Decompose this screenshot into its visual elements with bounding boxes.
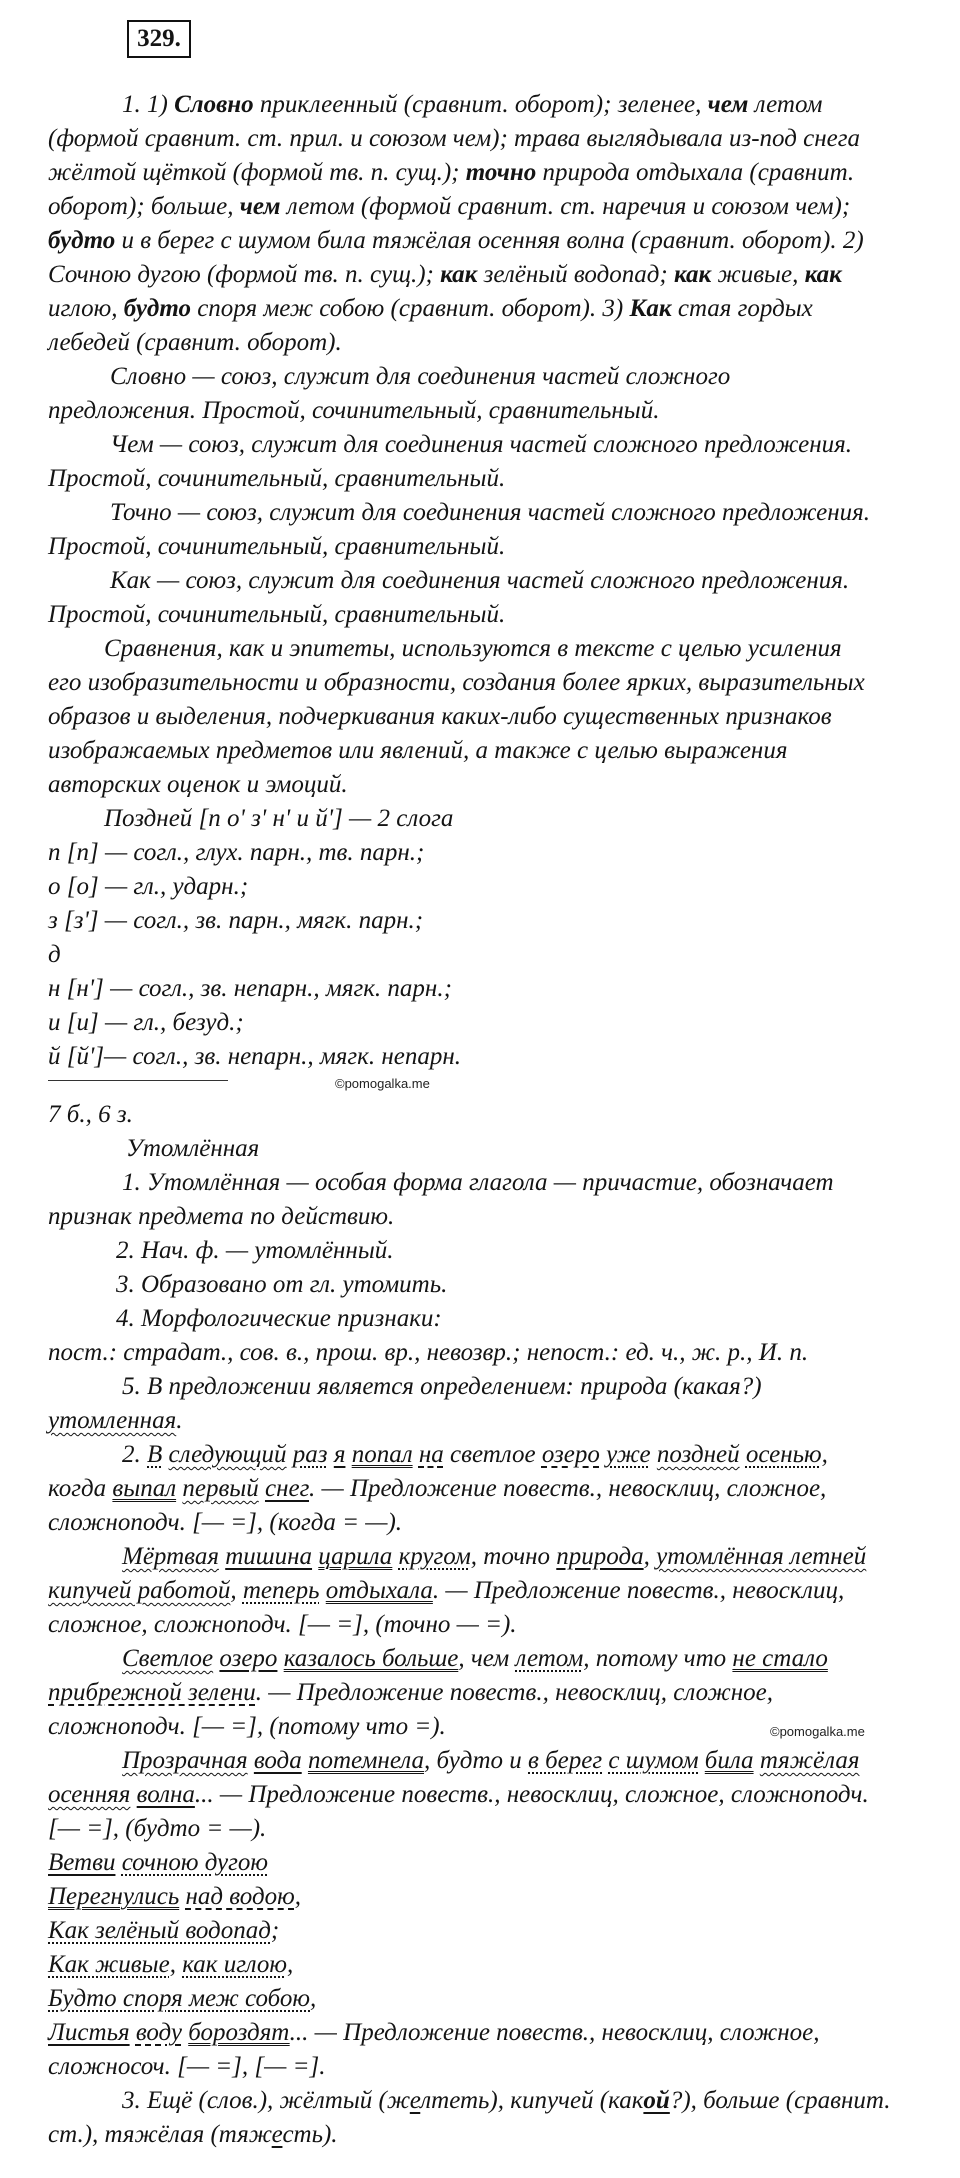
text-segment: 4. Морфологические признаки:: [116, 1305, 442, 1332]
text-line: [48, 598, 505, 632]
text-segment: споря меж собою (сравнит. оборот). 3): [190, 295, 630, 322]
marked-word: озеро: [541, 1441, 600, 1468]
text-segment: , будто и: [424, 1747, 528, 1774]
text-segment: 1. 1): [122, 91, 175, 118]
text-line: [48, 1200, 394, 1234]
text-segment: предложения. Простой, сочинительный, сравнительный.: [48, 397, 660, 424]
text-segment: 2.: [122, 1441, 147, 1468]
text-line: [48, 836, 424, 870]
marked-word: вода: [253, 1747, 302, 1774]
text-segment: Словно — союз, служит для соединения частей сложного: [110, 363, 731, 390]
marked-word: утомленная: [48, 1407, 177, 1434]
text-segment: .: [176, 1407, 183, 1434]
text-line: [48, 224, 864, 258]
text-segment: . — Предложение повеств., невосклиц, сложное,: [309, 1475, 827, 1502]
text-segment: сложноподч. [— =], (потому что =).: [48, 1713, 446, 1740]
text-line: [48, 1982, 316, 2016]
text-line: [48, 1472, 826, 1506]
text-segment: образов и выделения, подчеркивания каких-либо существенных признаков: [48, 703, 832, 730]
marked-word: как: [440, 261, 478, 288]
text-line: [48, 156, 854, 190]
text-line: [122, 1744, 859, 1778]
marked-word: е: [271, 2121, 283, 2148]
text-segment: зелёный водопад;: [477, 261, 674, 288]
text-segment: 3. Ещё (слов.), жёлтый (ж: [122, 2087, 410, 2114]
text-line: [48, 1710, 446, 1744]
text-line: [48, 1098, 133, 1132]
text-line: [48, 2118, 338, 2152]
text-line: [122, 2084, 891, 2118]
text-line: [110, 428, 852, 462]
marked-word: природа: [556, 1543, 644, 1570]
marked-word: отдыхала: [325, 1577, 433, 1604]
text-line: [48, 122, 860, 156]
text-line: [48, 1676, 773, 1710]
text-segment: ,: [230, 1577, 243, 1604]
marked-word: будто: [48, 227, 116, 254]
text-line: [48, 258, 842, 292]
marked-word: на: [418, 1441, 444, 1468]
text-segment: , потому что: [583, 1645, 733, 1672]
marked-word: озеро: [219, 1645, 278, 1672]
text-segment: ,: [643, 1543, 657, 1570]
text-segment: , точно: [470, 1543, 557, 1570]
text-segment: 2. Нач. ф. — утомлённый.: [116, 1237, 394, 1264]
text-line: [48, 394, 660, 428]
text-line: [110, 564, 849, 598]
text-line: [48, 972, 452, 1006]
text-segment: летом: [748, 91, 823, 118]
text-segment: Сочною дугою (формой тв. п. сущ.);: [48, 261, 441, 288]
marked-word: била: [704, 1747, 754, 1774]
text-segment: . — Предложение повеств., невосклиц, сложное,: [255, 1679, 773, 1706]
marked-word: осенняя: [48, 1781, 131, 1808]
marked-word: с шумом: [608, 1747, 699, 1774]
marked-word: над водою: [185, 1883, 295, 1910]
text-line: [48, 700, 832, 734]
text-line: [116, 1268, 447, 1302]
text-line: [110, 360, 730, 394]
text-line: [104, 632, 842, 666]
text-segment: , чем: [458, 1645, 516, 1672]
exercise-number: 329.: [127, 20, 191, 58]
text-segment: сложное, сложноподч. [— =], (точно — =).: [48, 1611, 517, 1638]
marked-word: не стало: [732, 1645, 828, 1672]
text-line: [48, 1040, 461, 1074]
marked-word: летом: [515, 1645, 584, 1672]
text-segment: сть).: [282, 2121, 338, 2148]
marked-word: Как зелёный водопад: [48, 1917, 271, 1944]
text-segment: сложноподч. [— =], (когда = —).: [48, 1509, 403, 1536]
text-line: [48, 1506, 402, 1540]
text-line: [48, 462, 505, 496]
text-segment: . — Предложение повеств., невосклиц,: [432, 1577, 845, 1604]
marked-word: Как: [629, 295, 672, 322]
marked-word: раз: [292, 1441, 328, 1468]
marked-word: кипучей работой: [48, 1577, 231, 1604]
text-segment: пост.: страдат., сов. в., прош. вр., невозвр.; непост.: ед. ч., ж. р., И. п.: [48, 1339, 809, 1366]
text-segment: 7 б., 6 з.: [48, 1101, 133, 1128]
marked-word: уже: [606, 1441, 651, 1468]
text-line: [48, 292, 813, 326]
text-segment: Точно — союз, служит для соединения частей сложного предложения.: [110, 499, 871, 526]
text-line: [48, 870, 248, 904]
text-segment: Как — союз, служит для соединения частей сложного предложения.: [110, 567, 850, 594]
marked-word: сочною дугою: [121, 1849, 269, 1876]
text-segment: 5. В предложении является определением: природа (какая?): [122, 1373, 762, 1400]
marked-word: ой: [643, 2087, 670, 2114]
text-segment: летом (формой сравнит. ст. наречия и союзом чем);: [280, 193, 851, 220]
marked-word: осенью: [745, 1441, 822, 1468]
marked-word: снег: [264, 1475, 310, 1502]
marked-word: Перегнулись: [48, 1883, 180, 1910]
text-segment: 1. Утомлённая — особая форма глагола — причастие, обозначает: [122, 1169, 834, 1196]
marked-word: тишина: [225, 1543, 313, 1570]
text-segment: ... — Предложение повеств., невосклиц, сложное, сложноподч.: [194, 1781, 869, 1808]
marked-word: Листья: [48, 2019, 130, 2046]
text-segment: жёлтой щёткой (формой тв. п. сущ.);: [48, 159, 466, 186]
footnote-divider: [48, 1080, 228, 1081]
marked-word: прибрежной зелени: [48, 1679, 256, 1706]
text-line: [48, 2016, 819, 2050]
marked-word: Как живые: [48, 1951, 170, 1978]
text-line: [126, 1132, 259, 1166]
text-segment: п [п] — согл., глух. парн., тв. парн.;: [48, 839, 425, 866]
marked-word: царила: [318, 1543, 393, 1570]
marked-word: чем: [239, 193, 281, 220]
text-line: [104, 802, 453, 836]
text-segment: Простой, сочинительный, сравнительный.: [48, 465, 506, 492]
marked-word: Будто споря меж собою: [48, 1985, 310, 2012]
text-segment: и в берег с шумом била тяжёлая осенняя волна (сравнит. оборот). 2): [115, 227, 864, 254]
watermark-top: ©pomogalka.me: [335, 1076, 430, 1091]
text-line: [122, 1370, 762, 1404]
text-line: [48, 2050, 325, 2084]
marked-word: точно: [465, 159, 537, 186]
text-line: [48, 904, 423, 938]
text-line: [48, 1404, 182, 1438]
marked-word: первый: [182, 1475, 259, 1502]
text-segment: и [и] — гл., безуд.;: [48, 1009, 244, 1036]
marked-word: теперь: [242, 1577, 320, 1604]
text-segment: (формой сравнит. ст. прил. и союзом чем); трава выглядывала из-под снега: [48, 125, 860, 152]
text-segment: авторских оценок и эмоций.: [48, 771, 348, 798]
marked-word: В: [147, 1441, 163, 1468]
text-line: [48, 1778, 869, 1812]
text-segment: Утомлённая: [126, 1135, 260, 1162]
text-line: [48, 1006, 244, 1040]
text-segment: сложносоч. [— =], [— =].: [48, 2053, 326, 2080]
marked-word: кругом: [398, 1543, 471, 1570]
text-segment: иглою,: [48, 295, 124, 322]
text-line: [48, 530, 505, 564]
text-segment: Сравнения, как и эпитеты, используются в тексте с целью усиления: [104, 635, 842, 662]
marked-word: попал: [351, 1441, 413, 1468]
text-segment: его изобразительности и образности, создания более ярких, выразительных: [48, 669, 865, 696]
text-segment: лебедей (сравнит. оборот).: [48, 329, 342, 356]
text-segment: Простой, сочинительный, сравнительный.: [48, 533, 506, 560]
text-line: [122, 1438, 828, 1472]
text-segment: признак предмета по действию.: [48, 1203, 395, 1230]
text-line: [48, 666, 865, 700]
marked-word: следующий: [168, 1441, 287, 1468]
text-segment: ,: [821, 1441, 828, 1468]
marked-word: Прозрачная: [122, 1747, 248, 1774]
text-line: [48, 1336, 808, 1370]
marked-word: воду: [135, 2019, 182, 2046]
text-line: [116, 1234, 394, 1268]
text-line: [48, 1880, 301, 1914]
text-segment: й [й']— согл., зв. непарн., мягк. непарн.: [48, 1043, 462, 1070]
text-segment: ,: [169, 1951, 183, 1978]
text-segment: изображаемых предметов или явлений, а также с целью выражения: [48, 737, 788, 764]
marked-word: Ветви: [48, 1849, 116, 1876]
marked-word: Мёртвая: [122, 1543, 219, 1570]
text-segment: з [з'] — согл., зв. парн., мягк. парн.;: [48, 907, 424, 934]
text-segment: ... — Предложение повеств., невосклиц, сложное,: [289, 2019, 820, 2046]
text-segment: ;: [270, 1917, 280, 1944]
text-segment: природа отдыхала (сравнит.: [536, 159, 855, 186]
text-segment: ?), больше (сравнит.: [669, 2087, 891, 2114]
marked-word: волна: [136, 1781, 195, 1808]
text-segment: ,: [294, 1883, 301, 1910]
text-segment: приклеенный (сравнит. оборот); зеленее,: [253, 91, 708, 118]
text-line: [48, 1608, 517, 1642]
text-line: [122, 1166, 834, 1200]
text-line: [110, 496, 870, 530]
text-line: [48, 326, 342, 360]
text-line: [122, 88, 822, 122]
marked-word: казалось больше: [283, 1645, 459, 1672]
watermark-bottom: ©pomogalka.me: [770, 1724, 865, 1739]
marked-word: бороздят: [188, 2019, 290, 2046]
text-segment: когда: [48, 1475, 113, 1502]
text-line: [122, 1642, 828, 1676]
marked-word: поздней: [656, 1441, 740, 1468]
text-segment: о [о] — гл., ударн.;: [48, 873, 249, 900]
marked-word: е: [409, 2087, 421, 2114]
text-segment: стая гордых: [671, 295, 813, 322]
text-segment: Поздней [п о' з' н' и й'] — 2 слога: [104, 805, 454, 832]
text-segment: светлое: [443, 1441, 542, 1468]
text-segment: н [н'] — согл., зв. непарн., мягк. парн.;: [48, 975, 452, 1002]
marked-word: Светлое: [122, 1645, 214, 1672]
marked-word: как: [804, 261, 842, 288]
text-line: [48, 1846, 268, 1880]
text-segment: Чем — союз, служит для соединения частей сложного предложения.: [110, 431, 852, 458]
text-segment: [— =], (будто = —).: [48, 1815, 267, 1842]
text-line: [48, 190, 850, 224]
text-line: [48, 1948, 293, 1982]
text-line: [116, 1302, 442, 1336]
marked-word: тяжёлая: [759, 1747, 860, 1774]
text-line: [48, 1812, 266, 1846]
text-line: [48, 768, 348, 802]
text-segment: лтеть), кипучей (как: [420, 2087, 644, 2114]
text-segment: живые,: [711, 261, 805, 288]
marked-word: потемнела: [307, 1747, 425, 1774]
text-segment: ст.), тяжёлая (тяж: [48, 2121, 272, 2148]
marked-word: будто: [123, 295, 191, 322]
marked-word: утомлённая летней: [656, 1543, 867, 1570]
text-segment: ,: [310, 1985, 317, 2012]
marked-word: в берег: [528, 1747, 603, 1774]
marked-word: я: [333, 1441, 346, 1468]
text-line: [122, 1540, 866, 1574]
text-segment: д: [48, 941, 61, 968]
marked-word: как: [673, 261, 712, 288]
marked-word: как иглою: [182, 1951, 287, 1978]
text-line: [48, 734, 787, 768]
text-line: [48, 1574, 844, 1608]
text-segment: оборот); больше,: [48, 193, 240, 220]
marked-word: чем: [707, 91, 749, 118]
text-segment: ,: [286, 1951, 294, 1978]
text-segment: 3. Образовано от гл. утомить.: [116, 1271, 448, 1298]
text-line: [48, 938, 61, 972]
marked-word: Словно: [174, 91, 254, 118]
text-line: [48, 1914, 279, 1948]
marked-word: выпал: [112, 1475, 177, 1502]
text-segment: Простой, сочинительный, сравнительный.: [48, 601, 506, 628]
